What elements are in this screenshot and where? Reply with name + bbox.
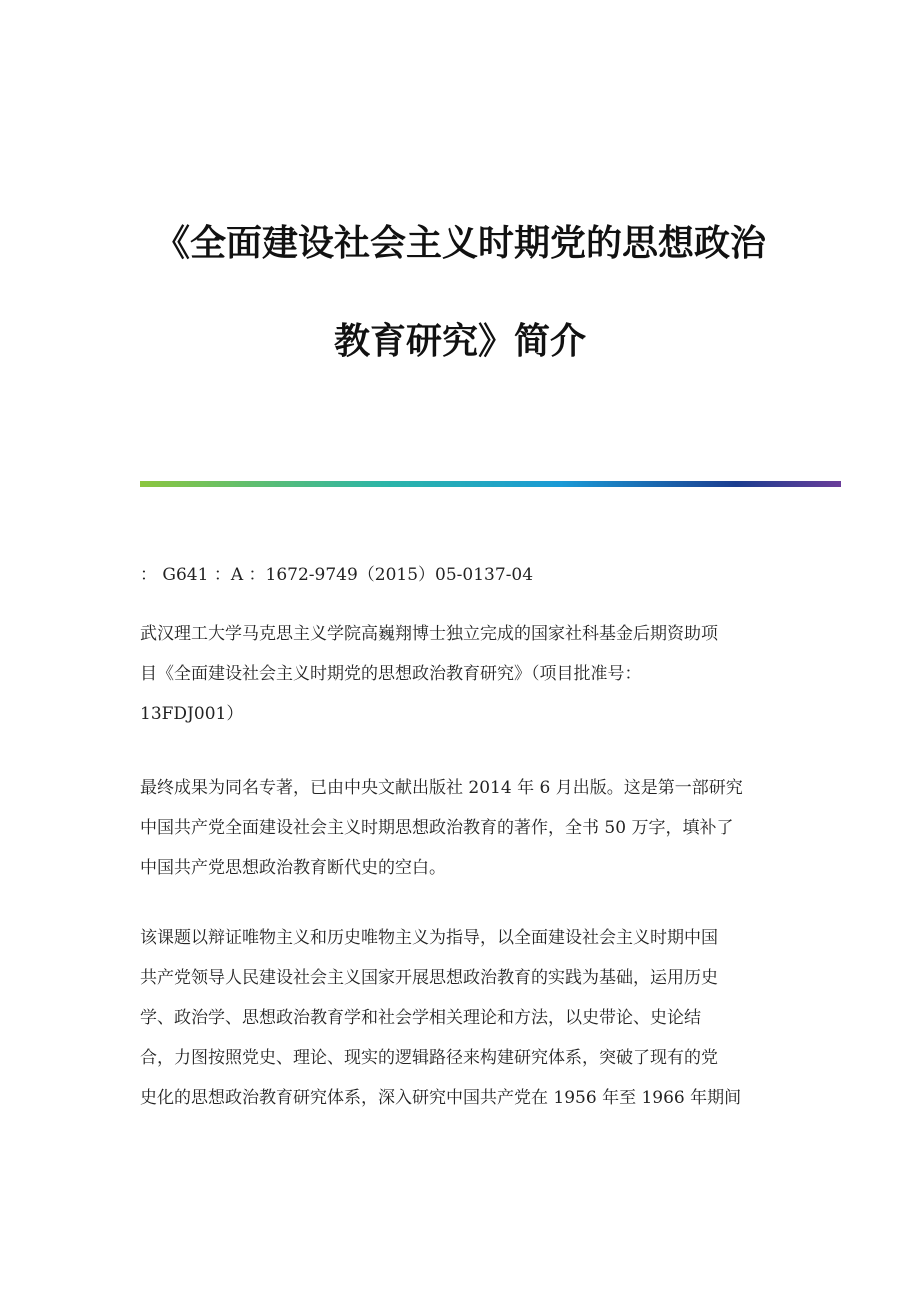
paragraph-line: 该课题以辩证唯物主义和历史唯物主义为指导，以全面建设社会主义时期中国 bbox=[140, 928, 718, 948]
title-divider bbox=[140, 481, 841, 487]
paragraph-line: 最终成果为同名专著，已由中央文献出版社 2014 年 6 月出版。这是第一部研究 bbox=[140, 778, 743, 798]
paragraph-line: 中国共产党全面建设社会主义时期思想政治教育的著作，全书 50 万字，填补了 bbox=[140, 818, 734, 838]
paragraph-3 bbox=[140, 918, 741, 1118]
paragraph-line: 史化的思想政治教育研究体系，深入研究中国共产党在 1956 年至 1966 年期间 bbox=[140, 1088, 742, 1108]
paragraph-line: 合，力图按照党史、理论、现实的逻辑路径来构建研究体系，突破了现有的党 bbox=[140, 1048, 718, 1068]
paragraph-1 bbox=[140, 614, 718, 734]
paragraph-line: 共产党领导人民建设社会主义国家开展思想政治教育的实践为基础，运用历史 bbox=[140, 968, 718, 988]
paragraph-line: 目《全面建设社会主义时期党的思想政治教育研究》（项目批准号： bbox=[140, 664, 642, 684]
paragraph-line: 13FDJ001） bbox=[140, 704, 244, 724]
meta-line: ： G641 ：A ：1672-9749（2015）05-0137-04 bbox=[140, 565, 534, 585]
document-title-line-1: 《全面建设社会主义时期党的思想政治 bbox=[153, 223, 766, 264]
paragraph-line: 中国共产党思想政治教育断代史的空白。 bbox=[140, 858, 446, 878]
paragraph-line: 学、政治学、思想政治教育学和社会学相关理论和方法，以史带论、史论结 bbox=[140, 1008, 701, 1028]
document-title-line-2: 教育研究》简介 bbox=[333, 321, 586, 362]
paragraph-line: 武汉理工大学马克思主义学院高巍翔博士独立完成的国家社科基金后期资助项 bbox=[140, 624, 718, 644]
paragraph-2 bbox=[140, 768, 743, 888]
